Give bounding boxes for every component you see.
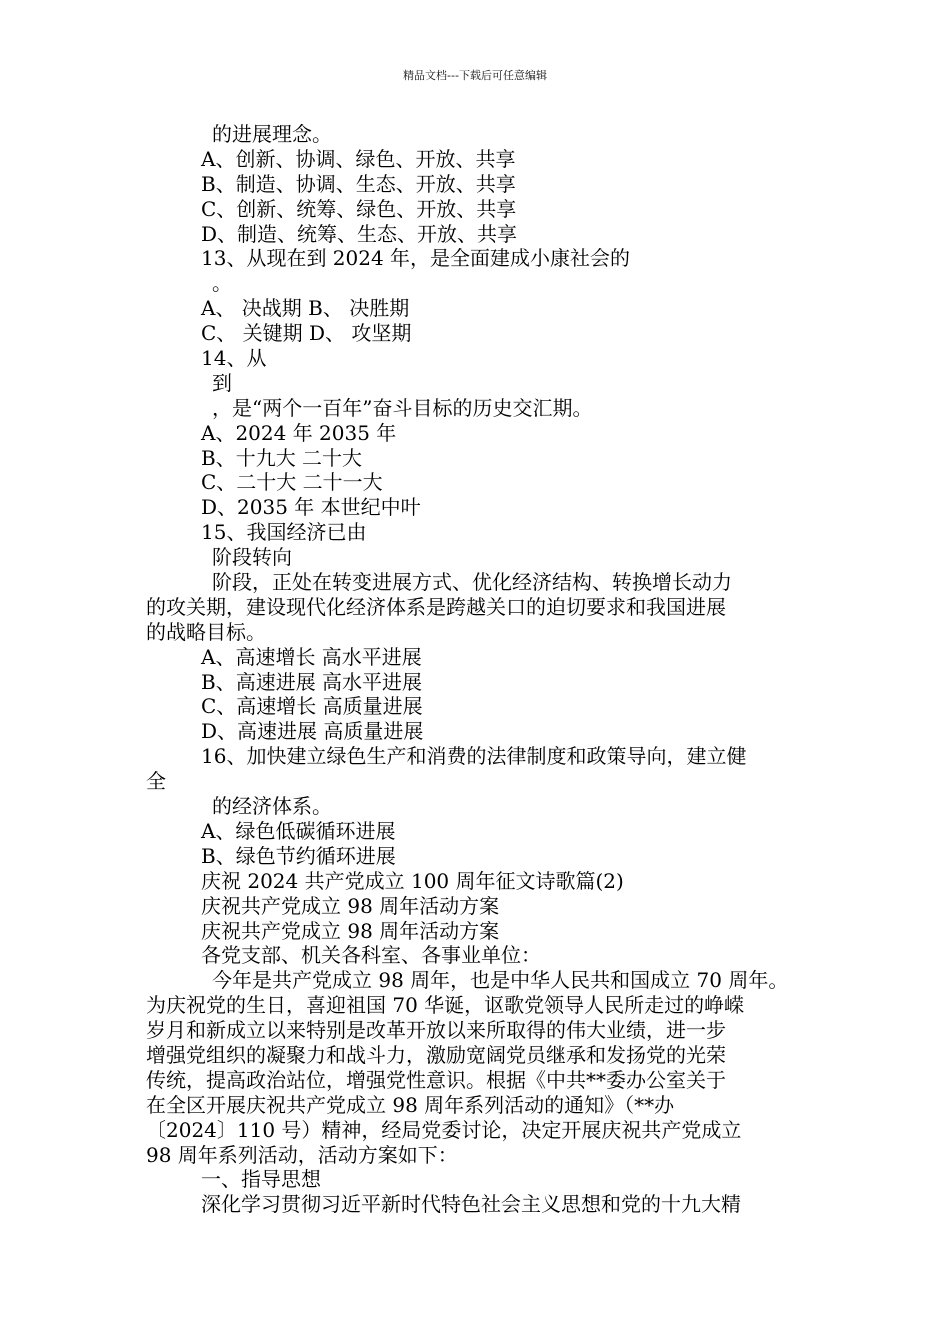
text-line: 一、指导思想 (201, 1167, 321, 1192)
text-line: 13、从现在到 2024 年，是全面建成小康社会的 (201, 246, 631, 271)
document-body (146, 122, 826, 1217)
text-line: A、绿色低碳循环进展 (201, 818, 396, 843)
text-line: B、高速进展 高水平进展 (201, 669, 423, 694)
text-line: 深化学习贯彻习近平新时代特色社会主义思想和党的十九大精 (201, 1192, 741, 1217)
text-line: 的经济体系。 (212, 794, 332, 819)
text-line: 的进展理念。 (212, 122, 332, 146)
text-line: B、绿色节约循环进展 (201, 843, 396, 868)
text-line: A、高速增长 高水平进展 (201, 644, 422, 669)
text-line: 16、加快建立绿色生产和消费的法律制度和政策导向，建立健 (201, 744, 747, 769)
text-line: 庆祝共产党成立 98 周年活动方案 (201, 918, 500, 943)
text-line: 阶段转向 (212, 545, 292, 570)
text-line: A、2024 年 2035 年 (201, 420, 397, 445)
text-line: C、创新、统筹、绿色、开放、共享 (201, 196, 517, 221)
text-line: B、十九大 二十大 (201, 445, 363, 470)
text-line: 15、我国经济已由 (201, 520, 367, 545)
text-line: 增强党组织的凝聚力和战斗力，激励宽阔党员继承和发扬党的光荣 (146, 1042, 726, 1067)
text-line: 传统，提高政治站位，增强党性意识。根据《中共**委办公室关于 (146, 1067, 726, 1092)
text-line: A、 决战期 B、 决胜期 (201, 296, 410, 321)
text-line: 为庆祝党的生日，喜迎祖国 70 华诞，讴歌党领导人民所走过的峥嵘 (146, 993, 745, 1018)
text-line: 的战略目标。 (146, 619, 266, 644)
text-line: 的攻关期，建设现代化经济体系是跨越关口的迫切要求和我国进展 (146, 594, 726, 619)
text-line: 岁月和新成立以来特别是改革开放以来所取得的伟大业绩，进一步 (146, 1018, 726, 1043)
page-header: 精品文档---下载后可任意编辑 (403, 69, 547, 82)
text-line: D、2035 年 本世纪中叶 (201, 495, 421, 520)
text-line: C、二十大 二十一大 (201, 470, 383, 495)
text-line: 今年是共产党成立 98 周年，也是中华人民共和国成立 70 周年。 (212, 968, 789, 993)
text-line: 到 (212, 370, 232, 395)
text-line: 各党支部、机关各科室、各事业单位： (201, 943, 541, 968)
text-line: B、制造、协调、生态、开放、共享 (201, 171, 516, 196)
text-line: 14、从 (201, 346, 267, 371)
text-line: 在全区开展庆祝共产党成立 98 周年系列活动的通知》（**办 (146, 1092, 675, 1117)
text-line: 庆祝 2024 共产党成立 100 周年征文诗歌篇(2) (201, 868, 624, 893)
text-line: 。 (212, 271, 232, 296)
text-line: D、制造、统筹、生态、开放、共享 (201, 221, 518, 246)
text-line: 98 周年系列活动，活动方案如下： (146, 1142, 458, 1167)
text-line: C、高速增长 高质量进展 (201, 694, 423, 719)
text-line: 庆祝共产党成立 98 周年活动方案 (201, 893, 500, 918)
text-line: ，是“两个一百年”奋斗目标的历史交汇期。 (212, 395, 593, 420)
text-line: 阶段，正处在转变进展方式、优化经济结构、转换增长动力 (212, 570, 732, 595)
text-line: 全 (146, 769, 166, 794)
text-line: 〔2024〕110 号）精神，经局党委讨论，决定开展庆祝共产党成立 (146, 1117, 742, 1142)
text-line: A、创新、协调、绿色、开放、共享 (201, 146, 516, 171)
text-line: C、 关键期 D、 攻坚期 (201, 321, 412, 346)
text-line: D、高速进展 高质量进展 (201, 719, 424, 744)
